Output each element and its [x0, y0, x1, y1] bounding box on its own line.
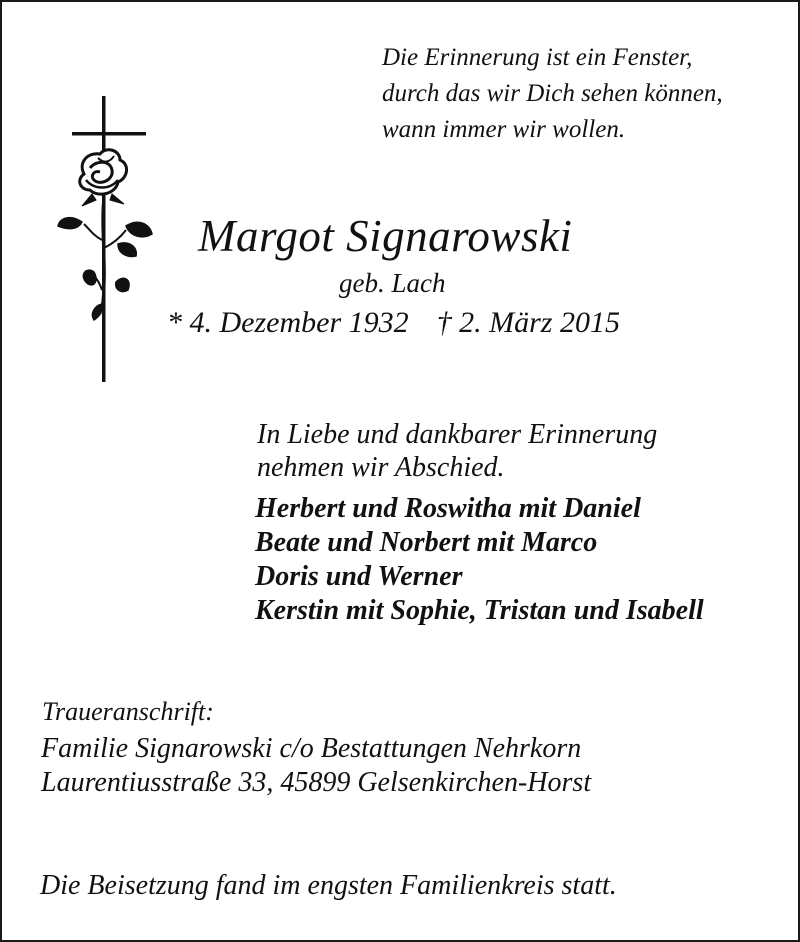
- family-name-line: Kerstin mit Sophie, Tristan und Isabell: [255, 595, 704, 626]
- memorial-quote: [382, 40, 723, 148]
- life-dates: [167, 306, 620, 340]
- address-line: Laurentiusstraße 33, 45899 Gelsenkirchen-Horst: [41, 767, 592, 798]
- burial-notice: Die Beisetzung fand im engsten Familienkreis statt.: [40, 870, 617, 901]
- family-name-line: Herbert und Roswitha mit Daniel: [255, 493, 641, 524]
- address-label: Traueranschrift:: [42, 697, 214, 726]
- death-date: † 2. März 2015: [436, 306, 620, 339]
- address-line: Familie Signarowski c/o Bestattungen Nehrkorn: [41, 733, 582, 764]
- cross-with-rose-icon: [54, 94, 158, 386]
- quote-line: wann immer wir wollen.: [382, 116, 626, 143]
- family-name-line: Doris und Werner: [255, 561, 463, 592]
- farewell-text: [257, 418, 657, 484]
- quote-line: durch das wir Dich sehen können,: [382, 80, 723, 107]
- deceased-name: Margot Signarowski: [198, 211, 573, 261]
- birth-date: * 4. Dezember 1932: [167, 306, 409, 339]
- mourning-address: [41, 732, 591, 800]
- farewell-line: nehmen wir Abschied.: [257, 452, 505, 483]
- quote-line: Die Erinnerung ist ein Fenster,: [382, 44, 693, 71]
- farewell-line: In Liebe und dankbarer Erinnerung: [257, 419, 658, 450]
- family-names: [255, 492, 704, 628]
- birth-name: geb. Lach: [339, 268, 446, 298]
- family-name-line: Beate und Norbert mit Marco: [255, 527, 598, 558]
